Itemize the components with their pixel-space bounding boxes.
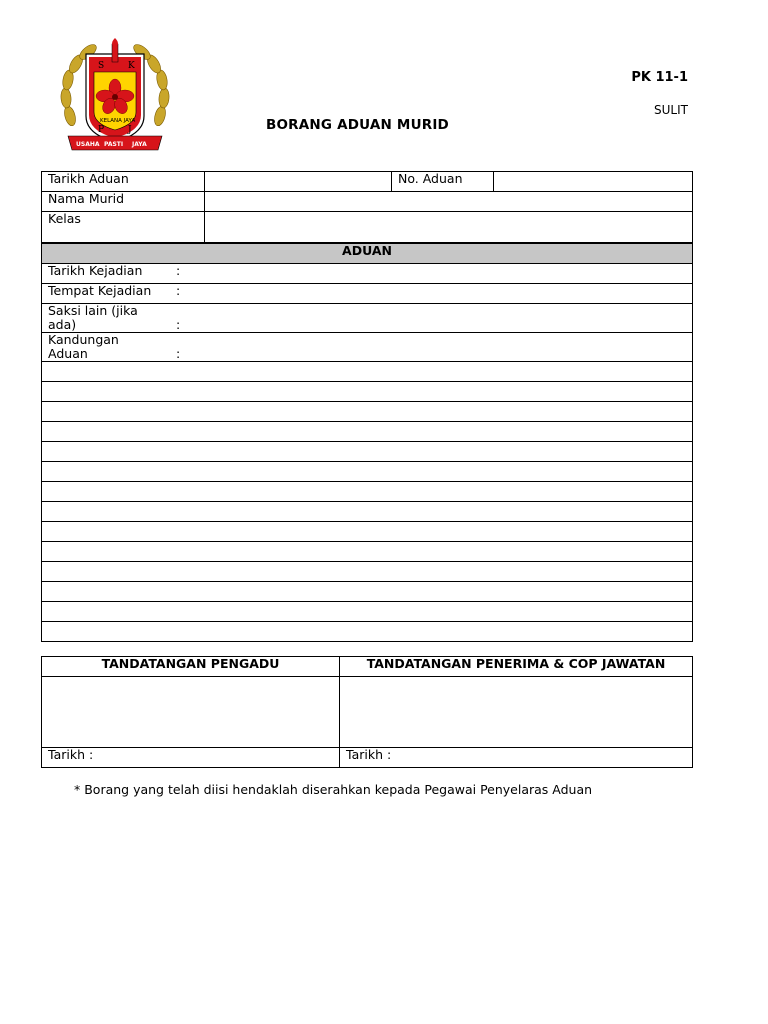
aduan-line[interactable] — [42, 422, 693, 442]
penerima-signature-header: TANDATANGAN PENERIMA & COP JAWATAN — [340, 657, 693, 677]
saksi-label: Saksi lain (jika ada) — [48, 303, 138, 332]
svg-text:USAHA: USAHA — [76, 141, 100, 148]
aduan-line[interactable] — [42, 482, 693, 502]
tempat-kejadian-row[interactable] — [42, 284, 693, 304]
penerima-signature-box[interactable] — [340, 677, 693, 748]
tarikh-kejadian-row[interactable] — [42, 264, 693, 284]
aduan-line[interactable] — [42, 442, 693, 462]
nama-murid-field[interactable] — [205, 192, 693, 212]
svg-text:J: J — [128, 125, 132, 135]
saksi-row[interactable] — [42, 304, 693, 333]
tarikh-aduan-field[interactable] — [205, 172, 392, 192]
aduan-line[interactable] — [42, 542, 693, 562]
aduan-line[interactable] — [42, 462, 693, 482]
aduan-line[interactable] — [42, 602, 693, 622]
svg-text:P: P — [98, 125, 105, 135]
aduan-line[interactable] — [42, 622, 693, 642]
colon: : — [176, 263, 181, 278]
aduan-table — [41, 243, 693, 642]
pengadu-signature-header: TANDATANGAN PENGADU — [42, 657, 340, 677]
svg-text:K: K — [128, 61, 135, 71]
school-crest-logo — [58, 38, 172, 154]
kandungan-label: Kandungan Aduan — [48, 332, 119, 361]
colon: : — [176, 317, 181, 332]
aduan-line[interactable] — [42, 522, 693, 542]
aduan-line[interactable] — [42, 402, 693, 422]
colon: : — [176, 283, 181, 298]
tempat-kejadian-label: Tempat Kejadian — [48, 283, 152, 298]
tarikh-kejadian-label: Tarikh Kejadian — [48, 263, 143, 278]
kelas-field[interactable] — [205, 212, 693, 243]
footer-note: * Borang yang telah diisi hendaklah diserahkan kepada Pegawai Penyelaras Aduan — [74, 782, 593, 797]
page-title: BORANG ADUAN MURID — [266, 117, 449, 133]
aduan-section-header: ADUAN — [42, 244, 693, 264]
kelas-label: Kelas — [42, 212, 205, 243]
classification-label: SULIT — [654, 103, 688, 117]
pengadu-tarikh[interactable]: Tarikh : — [42, 748, 340, 768]
svg-text:KELANA JAYA: KELANA JAYA — [100, 118, 136, 124]
kandungan-row[interactable] — [42, 333, 693, 362]
complaint-info-table — [41, 171, 693, 243]
tarikh-aduan-label: Tarikh Aduan — [42, 172, 205, 192]
aduan-line[interactable] — [42, 502, 693, 522]
pengadu-signature-box[interactable] — [42, 677, 340, 748]
aduan-line[interactable] — [42, 382, 693, 402]
colon: : — [176, 346, 181, 361]
no-aduan-label: No. Aduan — [392, 172, 494, 192]
svg-text:PASTI: PASTI — [104, 141, 124, 148]
form-code: PK 11-1 — [631, 70, 688, 85]
signature-table — [41, 656, 693, 768]
aduan-line[interactable] — [42, 362, 693, 382]
nama-murid-label: Nama Murid — [42, 192, 205, 212]
aduan-line[interactable] — [42, 582, 693, 602]
no-aduan-field[interactable] — [494, 172, 693, 192]
aduan-line[interactable] — [42, 562, 693, 582]
svg-text:JAYA: JAYA — [132, 141, 147, 148]
penerima-tarikh[interactable]: Tarikh : — [340, 748, 693, 768]
svg-text:S: S — [98, 61, 105, 71]
